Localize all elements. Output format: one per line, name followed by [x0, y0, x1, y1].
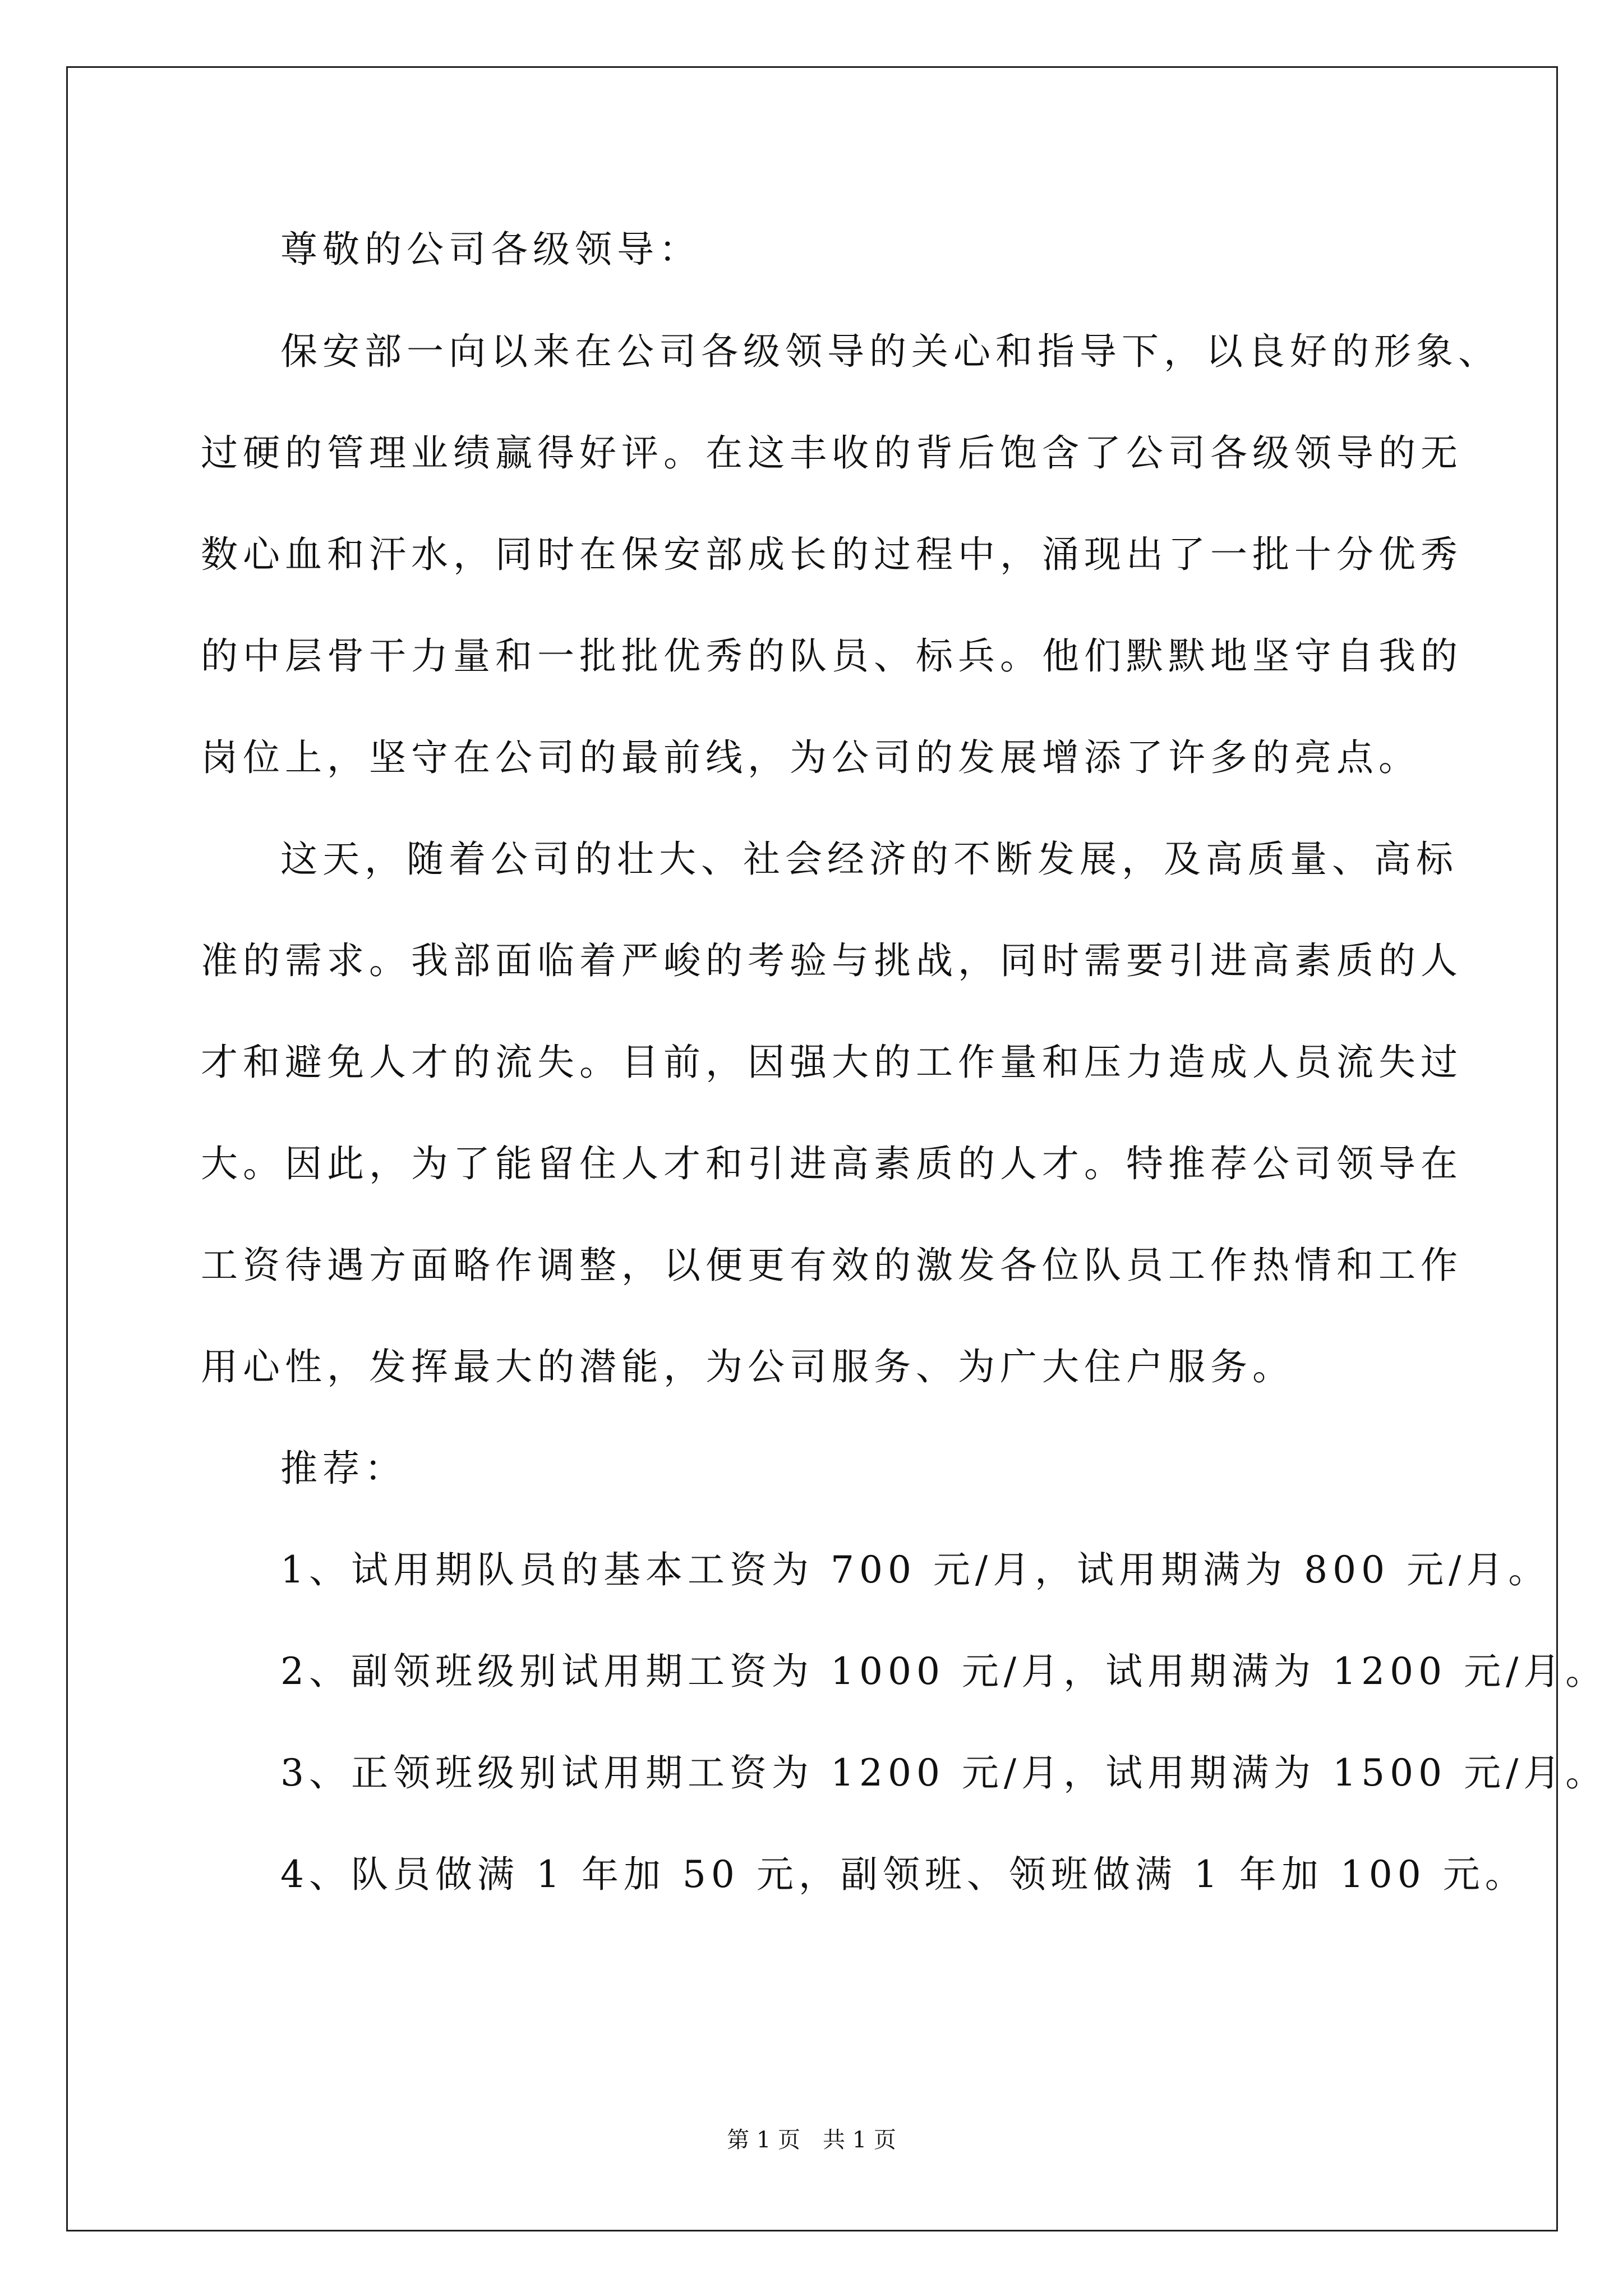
paragraph-1-line-1: 保安部一向以来在公司各级领导的关心和指导下，以良好的形象、	[280, 330, 1500, 373]
paragraph-2-line-2: 准的需求。我部面临着严峻的考验与挑战，同时需要引进高素质的人	[201, 939, 1463, 982]
recommendation-4: 4、队员做满 1 年加 50 元，副领班、领班做满 1 年加 100 元。	[280, 1853, 1527, 1896]
paragraph-2-line-1: 这天，随着公司的壮大、社会经济的不断发展，及高质量、高标	[280, 838, 1458, 881]
paragraph-2-line-6: 用心性，发挥最大的潜能，为公司服务、为广大住户服务。	[201, 1345, 1294, 1388]
recommendation-3: 3、正领班级别试用期工资为 1200 元/月，试用期满为 1500 元/月。	[280, 1751, 1608, 1795]
recommendation-1: 1、试用期队员的基本工资为 700 元/月，试用期满为 800 元/月。	[280, 1548, 1551, 1591]
greeting: 尊敬的公司各级领导：	[280, 228, 701, 271]
page-number: 第 1 页	[727, 2127, 800, 2153]
paragraph-2-line-3: 才和避免人才的流失。目前，因强大的工作量和压力造成人员流失过	[201, 1041, 1463, 1084]
page-total: 共 1 页	[823, 2127, 896, 2153]
paragraph-1-line-4: 的中层骨干力量和一批批优秀的队员、标兵。他们默默地坚守自我的	[201, 634, 1463, 678]
paragraph-2-line-5: 工资待遇方面略作调整，以便更有效的激发各位队员工作热情和工作	[201, 1244, 1463, 1287]
recommendation-2: 2、副领班级别试用期工资为 1000 元/月，试用期满为 1200 元/月。	[280, 1650, 1608, 1693]
paragraph-2-line-4: 大。因此，为了能留住人才和引进高素质的人才。特推荐公司领导在	[201, 1142, 1463, 1185]
recommend-heading: 推荐：	[280, 1447, 407, 1490]
paragraph-1-line-2: 过硬的管理业绩赢得好评。在这丰收的背后饱含了公司各级领导的无	[201, 431, 1463, 475]
page-footer	[0, 2126, 1623, 2154]
paragraph-1-line-3: 数心血和汗水，同时在保安部成长的过程中，涌现出了一批十分优秀	[201, 533, 1463, 576]
paragraph-1-line-5: 岗位上，坚守在公司的最前线，为公司的发展增添了许多的亮点。	[201, 736, 1421, 779]
